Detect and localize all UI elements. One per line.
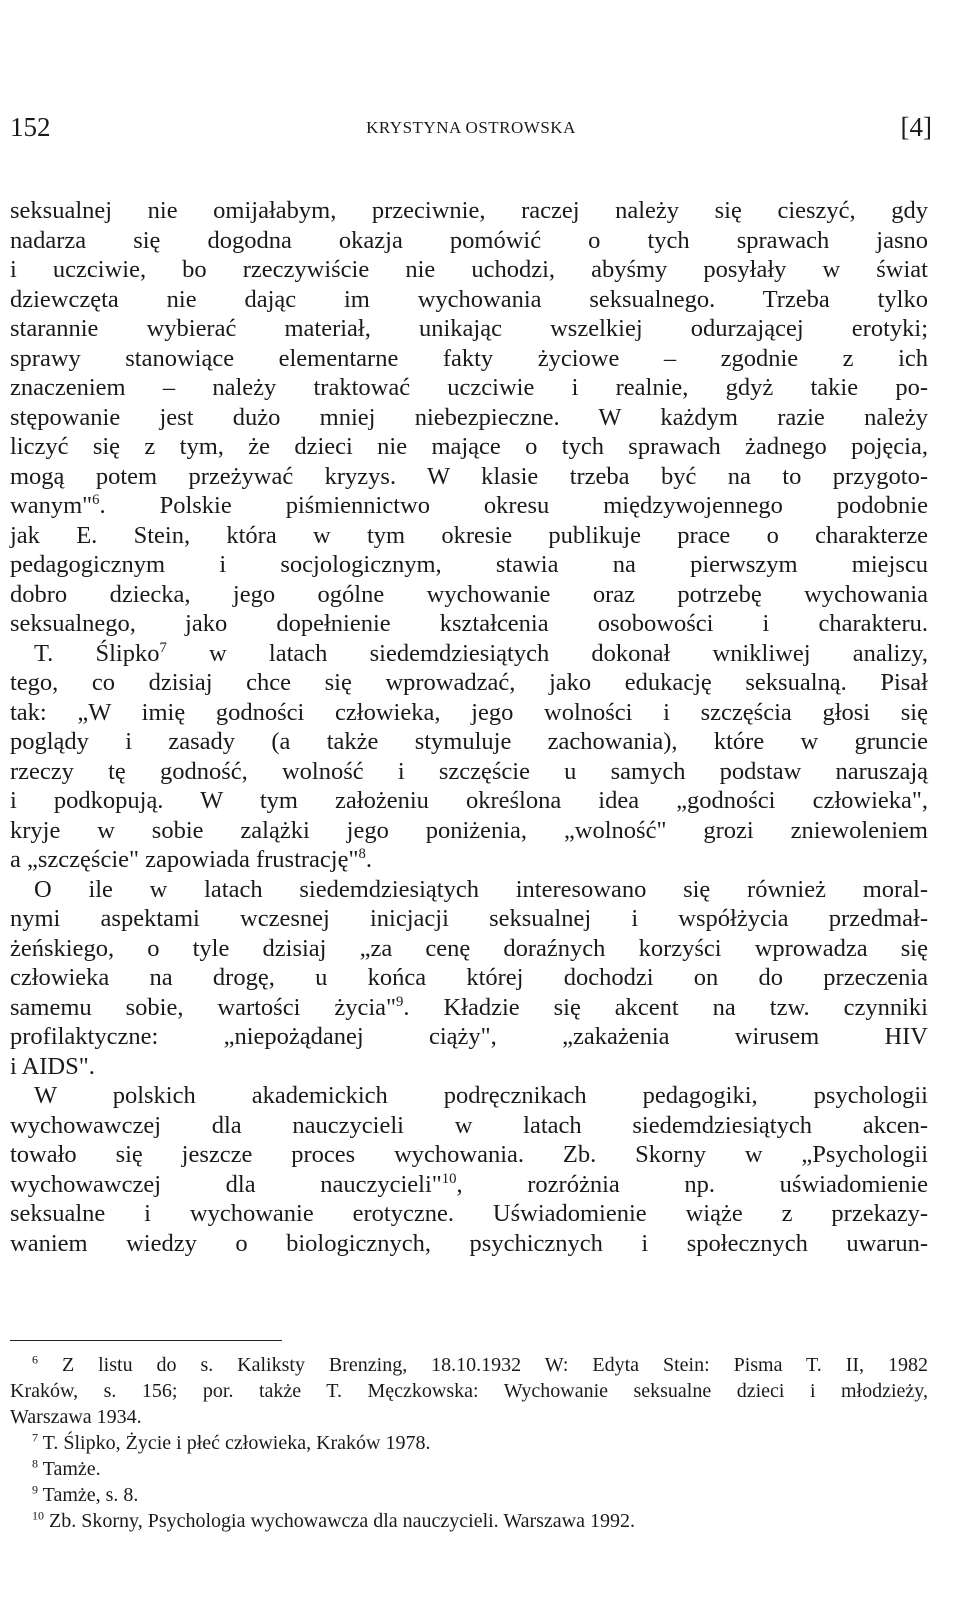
text-line: seksualnej nie omijałabym, przeciwnie, raczej należy się cieszyć, gdy bbox=[10, 197, 928, 224]
footnotes bbox=[10, 1352, 928, 1534]
footnote-ref: 8 bbox=[358, 845, 366, 862]
text-line: rzeczy tę godność, wolność i szczęście u samych podstaw naruszają bbox=[10, 757, 928, 785]
text-fragment: , rozróżnia np. uświadomienie bbox=[456, 1170, 929, 1198]
text-fragment: samemu sobie, wartości życia" bbox=[10, 993, 397, 1021]
footnote-8 bbox=[10, 1456, 928, 1482]
text-line: sprawy stanowiące elementarne fakty życiowe – zgodnie z ich bbox=[10, 344, 928, 372]
footnote-number: 8 bbox=[32, 1456, 38, 1471]
text-line: tego, co dzisiaj chce się wprowadzać, jako edukację seksualną. Pisał bbox=[10, 669, 928, 696]
footnote-6-end: Warszawa 1934. bbox=[10, 1406, 142, 1428]
text-line: nadarza się dogodna okazja pomówić o tych sprawach jasno bbox=[10, 226, 928, 254]
text-line: waniem wiedzy o biologicznych, psychicznych i społecznych uwarun- bbox=[10, 1229, 928, 1257]
text-line: i uczciwie, bo rzeczywiście nie uchodzi, abyśmy posyłały w świat bbox=[10, 256, 928, 283]
text-line bbox=[10, 993, 928, 1023]
text-line: żeńskiego, o tyle dzisiaj „za cenę doraźnych korzyści wprowadza się bbox=[10, 934, 928, 962]
text-line: seksualnego, jako dopełnienie kształcenia osobowości i charakteru. bbox=[10, 610, 928, 637]
text-fragment: T. Ślipko bbox=[34, 639, 160, 667]
text-line: starannie wybierać materiał, unikając wszelkiej odurzającej erotyki; bbox=[10, 315, 928, 342]
text-line: człowieka na drogę, u końca której dochodzi on do przeczenia bbox=[10, 964, 928, 991]
text-line: O ile w latach siedemdziesiątych interesowano się również moral- bbox=[34, 875, 928, 903]
footnote-ref: 9 bbox=[396, 993, 404, 1010]
text-line bbox=[10, 491, 928, 521]
running-head: KRYSTYNA OSTROWSKA bbox=[366, 118, 576, 137]
footnote-divider bbox=[10, 1340, 282, 1341]
text-line: wychowawczej dla nauczycieli w latach siedemdziesiątych akcen- bbox=[10, 1111, 928, 1139]
page-header bbox=[10, 112, 932, 152]
text-line: stępowanie jest dużo mniej niebezpieczne. W każdym razie należy bbox=[10, 403, 928, 431]
text-line: i AIDS". bbox=[10, 1052, 95, 1080]
text-line bbox=[10, 1170, 928, 1200]
footnote-10 bbox=[10, 1508, 928, 1534]
text-fragment: w latach siedemdziesiątych dokonał wnikliwej analizy, bbox=[166, 639, 928, 667]
footnote-text: T. Ślipko, Życie i płeć człowieka, Kraków 1978. bbox=[42, 1432, 431, 1454]
text-line bbox=[10, 845, 928, 875]
footnote-number: 6 bbox=[32, 1352, 38, 1367]
footnote-text: Tamże. bbox=[42, 1458, 101, 1480]
footnote-number: 9 bbox=[32, 1482, 38, 1497]
footnote-text: Tamże, s. 8. bbox=[42, 1484, 139, 1506]
text-fragment: . Polskie piśmiennictwo okresu międzywojennego podobnie bbox=[99, 492, 928, 519]
text-line: znaczeniem – należy traktować uczciwie i realnie, gdyż takie po- bbox=[10, 374, 928, 401]
text-line: pedagogicznym i socjologicznym, stawia na pierwszym miejscu bbox=[10, 551, 928, 578]
body-text bbox=[10, 196, 928, 1258]
text-line: i podkopują. W tym założeniu określona idea „godności człowieka", bbox=[10, 787, 928, 814]
text-fragment: wychowawczej dla nauczycieli" bbox=[10, 1170, 442, 1198]
text-line: kryje w sobie zalążki jego poniżenia, „wolność" grozi zniewoleniem bbox=[10, 816, 928, 844]
footnote-text: Zb. Skorny, Psychologia wychowawcza dla nauczycieli. Warszawa 1992. bbox=[49, 1510, 635, 1532]
text-line: mogą potem przeżywać kryzys. W klasie trzeba być na to przygoto- bbox=[10, 462, 928, 490]
footnote-ref: 7 bbox=[159, 639, 167, 656]
text-line: jak E. Stein, która w tym okresie publikuje prace o charakterze bbox=[10, 521, 928, 549]
footnote-number: 7 bbox=[32, 1430, 38, 1445]
footnote-ref: 10 bbox=[441, 1170, 457, 1187]
text-line: seksualne i wychowanie erotyczne. Uświadomienie wiąże z przekazy- bbox=[10, 1200, 928, 1227]
text-line: towało się jeszcze proces wychowania. Zb. Skorny w „Psychologii bbox=[10, 1141, 928, 1168]
text-line: liczyć się z tym, że dzieci nie mające o tych sprawach żadnego pojęcia, bbox=[10, 433, 928, 460]
footnote-number: 10 bbox=[32, 1508, 44, 1523]
text-fragment: . Kładzie się akcent na tzw. czynniki bbox=[403, 993, 928, 1021]
text-line: poglądy i zasady (a także stymuluje zachowania), które w gruncie bbox=[10, 728, 928, 755]
text-line: profilaktyczne: „niepożądanej ciąży", „zakażenia wirusem HIV bbox=[10, 1023, 928, 1050]
footnote-ref: 6 bbox=[92, 491, 100, 508]
footnote-9 bbox=[10, 1482, 928, 1508]
footnote-6-continued: Kraków, s. 156; por. także T. Męczkowska: Wychowanie seksualne dzieci i młodzieży, bbox=[10, 1380, 928, 1402]
text-fragment: wanym" bbox=[10, 492, 93, 519]
text-line: nymi aspektami wczesnej inicjacji seksualnej i współżycia przedmał- bbox=[10, 905, 928, 932]
text-line: dobro dziecka, jego ogólne wychowanie oraz potrzebę wychowania bbox=[10, 580, 928, 608]
text-fragment: . bbox=[365, 846, 372, 873]
footnote-7 bbox=[10, 1430, 928, 1456]
section-number: [4] bbox=[900, 112, 932, 142]
text-line: W polskich akademickich podręcznikach pedagogiki, psychologii bbox=[34, 1082, 928, 1109]
footnote-text: Z listu do s. Kaliksty Brenzing, 18.10.1932 W: Edyta Stein: Pisma T. II, 1982 bbox=[61, 1354, 929, 1376]
page-number: 152 bbox=[10, 112, 51, 142]
footnote-6 bbox=[10, 1352, 928, 1378]
text-line bbox=[10, 639, 928, 669]
text-line: tak: „W imię godności człowieka, jego wolności i szczęścia głosi się bbox=[10, 698, 928, 726]
text-line: dziewczęta nie dając im wychowania seksualnego. Trzeba tylko bbox=[10, 285, 928, 313]
text-fragment: a „szczęście" zapowiada frustrację" bbox=[10, 846, 359, 873]
